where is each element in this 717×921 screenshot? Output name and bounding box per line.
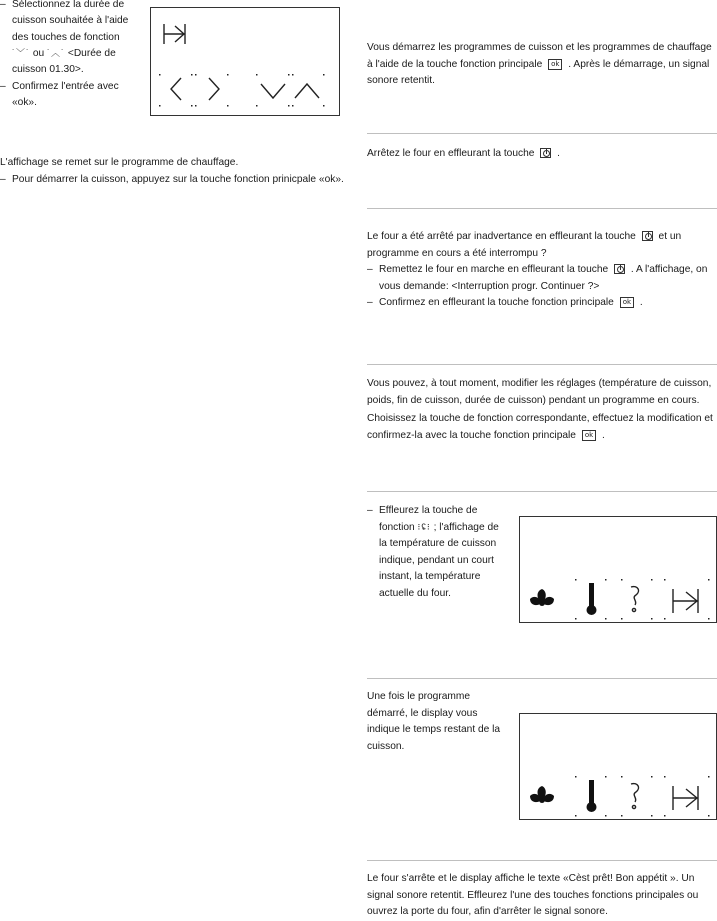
section-stop-oven: Arrêtez le four en effleurant la touche . <box>367 148 560 159</box>
power-key-icon <box>540 148 551 158</box>
section-start-programs: Vous démarrez les programmes de cuisson et les programmes de chauffage à l'aide de la touche fonction principale ok . Après le démarrage, un signal sonore retentit. <box>367 42 712 87</box>
left-instructions <box>0 0 130 111</box>
arrow-up-icon <box>295 84 319 98</box>
fan-icon <box>530 786 554 803</box>
power-key-icon <box>642 231 653 241</box>
section-modify-settings <box>367 376 717 444</box>
left-bullet-confirm: – Confirmez l'entrée avec «ok». <box>0 79 130 112</box>
arrow-right-icon <box>209 78 219 100</box>
arrow-up-key-icon: ˙︿˙ <box>47 47 66 58</box>
left-paragraph: L'affichage se remet sur le programme de chauffage. <box>0 157 239 168</box>
divider <box>367 678 717 679</box>
arrow-left-icon <box>171 78 181 100</box>
modify-paragraph-2: Choisissez la touche de fonction correspondante, effectuez la modification et confirmez-la avec la touche fonction principale ok . <box>367 413 713 441</box>
divider <box>367 860 717 861</box>
step-restart: – Remettez le four en marche en effleurant la touche . A l'affichage, on vous demande: <Interruption progr. Continuer ?> <box>367 262 717 295</box>
ok-key-icon: ok <box>548 59 562 70</box>
probe-key-icon: ⁝ʢ⁝ <box>417 521 431 532</box>
divider <box>367 364 717 365</box>
divider <box>367 133 717 134</box>
divider <box>367 491 717 492</box>
lcd-display-graphics <box>520 517 717 624</box>
left-bullet-select-duration: – Sélectionnez la durée de cuisson souhaitée à l'aide des touches de fonction ˙﹀˙ ou ˙︿˙ <Durée de cuisson 01.30>. <box>0 0 130 79</box>
lcd-display-graphics <box>520 714 717 821</box>
fan-icon <box>530 589 554 606</box>
section-temperature <box>367 503 505 602</box>
end-time-icon <box>164 24 185 44</box>
divider <box>367 208 717 209</box>
modify-paragraph-1: Vous pouvez, à tout moment, modifier les réglages (température de cuisson, poids, fin de cuisson, durée de cuisson) pendant un programme en cours. <box>367 378 712 406</box>
end-time-icon <box>673 786 698 810</box>
lcd-display-temperature <box>519 516 717 623</box>
arrow-down-key-icon: ˙﹀˙ <box>12 47 30 58</box>
ok-key-icon: ok <box>620 297 634 308</box>
lcd-display-graphics <box>151 8 341 117</box>
section-finished: Le four s'arrête et le display affiche le texte «Cèst prêt! Bon appétit ». Un signal sonore retentit. Effleurez l'une des touches fonctions principales ou ouvrez la porte du four, afin d'arrêter le signal sonore. <box>367 873 699 918</box>
thermometer-icon <box>587 583 597 615</box>
arrow-down-icon <box>261 84 285 98</box>
thermometer-icon <box>587 780 597 812</box>
end-time-icon <box>673 589 698 613</box>
section-interrupted <box>367 229 717 312</box>
probe-icon <box>631 784 638 809</box>
lcd-display-duration <box>150 7 340 116</box>
probe-icon <box>631 587 638 612</box>
step-confirm: – Confirmez en effleurant la touche fonction principale ok . <box>367 295 717 312</box>
section-remaining-time: Une fois le programme démarré, le display vous indique le temps restant de la cuisson. <box>367 691 501 752</box>
step-temperature-key: – Effleurez la touche de fonction ⁝ʢ⁝ ; l'affichage de la température de cuisson indique, pendant un court instant, la température actuelle du four. <box>367 503 505 602</box>
ok-key-icon: ok <box>582 430 596 441</box>
left-bottom-list <box>0 172 345 189</box>
power-key-icon <box>614 264 625 274</box>
left-bullet-start: – Pour démarrer la cuisson, appuyez sur la touche fonction prinicpale «ok». <box>0 172 345 189</box>
lcd-display-remaining <box>519 713 717 820</box>
interrupted-steps <box>367 262 717 312</box>
interrupted-intro: Le four a été arrêté par inadvertance en effleurant la touche et un programme en cours a été interrompu ? <box>367 231 682 259</box>
